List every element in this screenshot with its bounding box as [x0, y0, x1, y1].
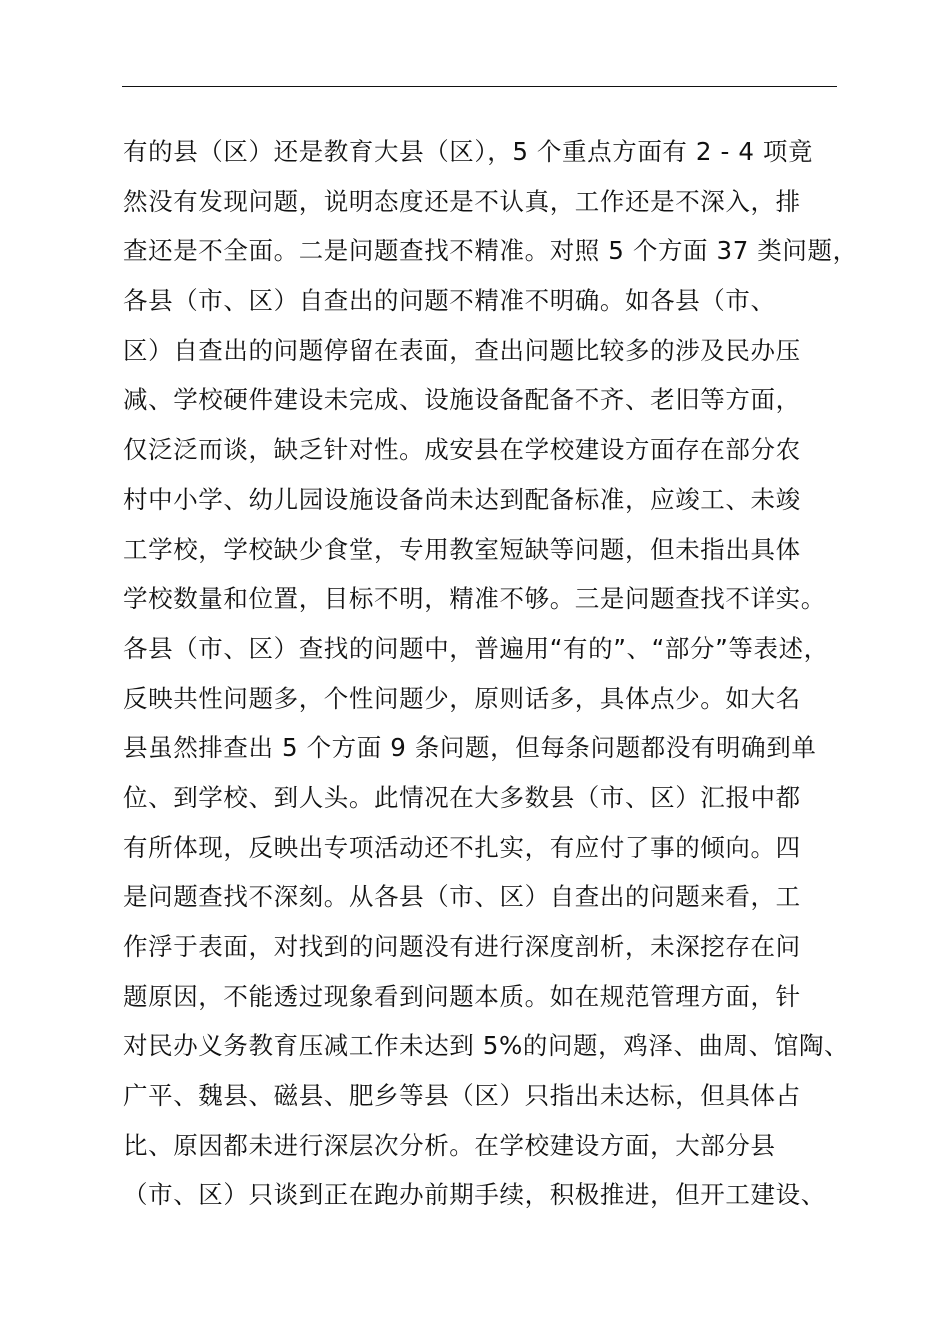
text-line: 各县（市、区）自查出的问题不精准不明确。如各县（市、 — [123, 286, 776, 316]
text-line: 反映共性问题多，个性问题少，原则话多，具体点少。如大名 — [123, 683, 801, 713]
text-line: 各县（市、区）查找的问题中，普遍用“有的”、“部分”等表述， — [123, 633, 829, 663]
header-rule — [122, 86, 837, 87]
text-line: 有所体现，反映出专项活动还不扎实，有应付了事的倾向。四 — [123, 832, 801, 862]
text-line: 仅泛泛而谈，缺乏针对性。成安县在学校建设方面存在部分农 — [123, 435, 801, 465]
text-line: 然没有发现问题，说明态度还是不认真，工作还是不深入，排 — [123, 186, 801, 216]
text-line: 比、原因都未进行深层次分析。在学校建设方面，大部分县 — [123, 1130, 776, 1160]
text-line: 对民办义务教育压减工作未达到 5%的问题，鸡泽、曲周、馆陶、 — [123, 1031, 850, 1061]
document-body — [123, 127, 883, 1220]
text-line: 学校数量和位置，目标不明，精准不够。三是问题查找不详实。 — [123, 584, 826, 614]
text-line: 工学校，学校缺少食堂，专用教室短缺等问题，但未指出具体 — [123, 534, 801, 564]
text-line: 是问题查找不深刻。从各县（市、区）自查出的问题来看，工 — [123, 882, 801, 912]
text-line: 题原因，不能透过现象看到问题本质。如在规范管理方面，针 — [123, 981, 801, 1011]
text-line: 区）自查出的问题停留在表面，查出问题比较多的涉及民办压 — [123, 335, 801, 365]
text-line: 查还是不全面。二是问题查找不精准。对照 5 个方面 37 类问题， — [123, 236, 858, 266]
text-line: 县虽然排查出 5 个方面 9 条问题，但每条问题都没有明确到单 — [123, 733, 817, 763]
text-line: 减、学校硬件建设未完成、设施设备配备不齐、老旧等方面， — [123, 385, 801, 415]
text-line: （市、区）只谈到正在跑办前期手续，积极推进，但开工建设、 — [123, 1180, 826, 1210]
text-line: 有的县（区）还是教育大县（区），5 个重点方面有 2 - 4 项竟 — [123, 137, 814, 166]
text-line: 作浮于表面，对找到的问题没有进行深度剖析，未深挖存在问 — [123, 932, 801, 961]
text-line: 村中小学、幼儿园设施设备尚未达到配备标准，应竣工、未竣 — [123, 484, 801, 514]
text-line: 广平、魏县、磁县、肥乡等县（区）只指出未达标，但具体占 — [123, 1081, 801, 1111]
text-line: 位、到学校、到人头。此情况在大多数县（市、区）汇报中都 — [123, 782, 801, 812]
